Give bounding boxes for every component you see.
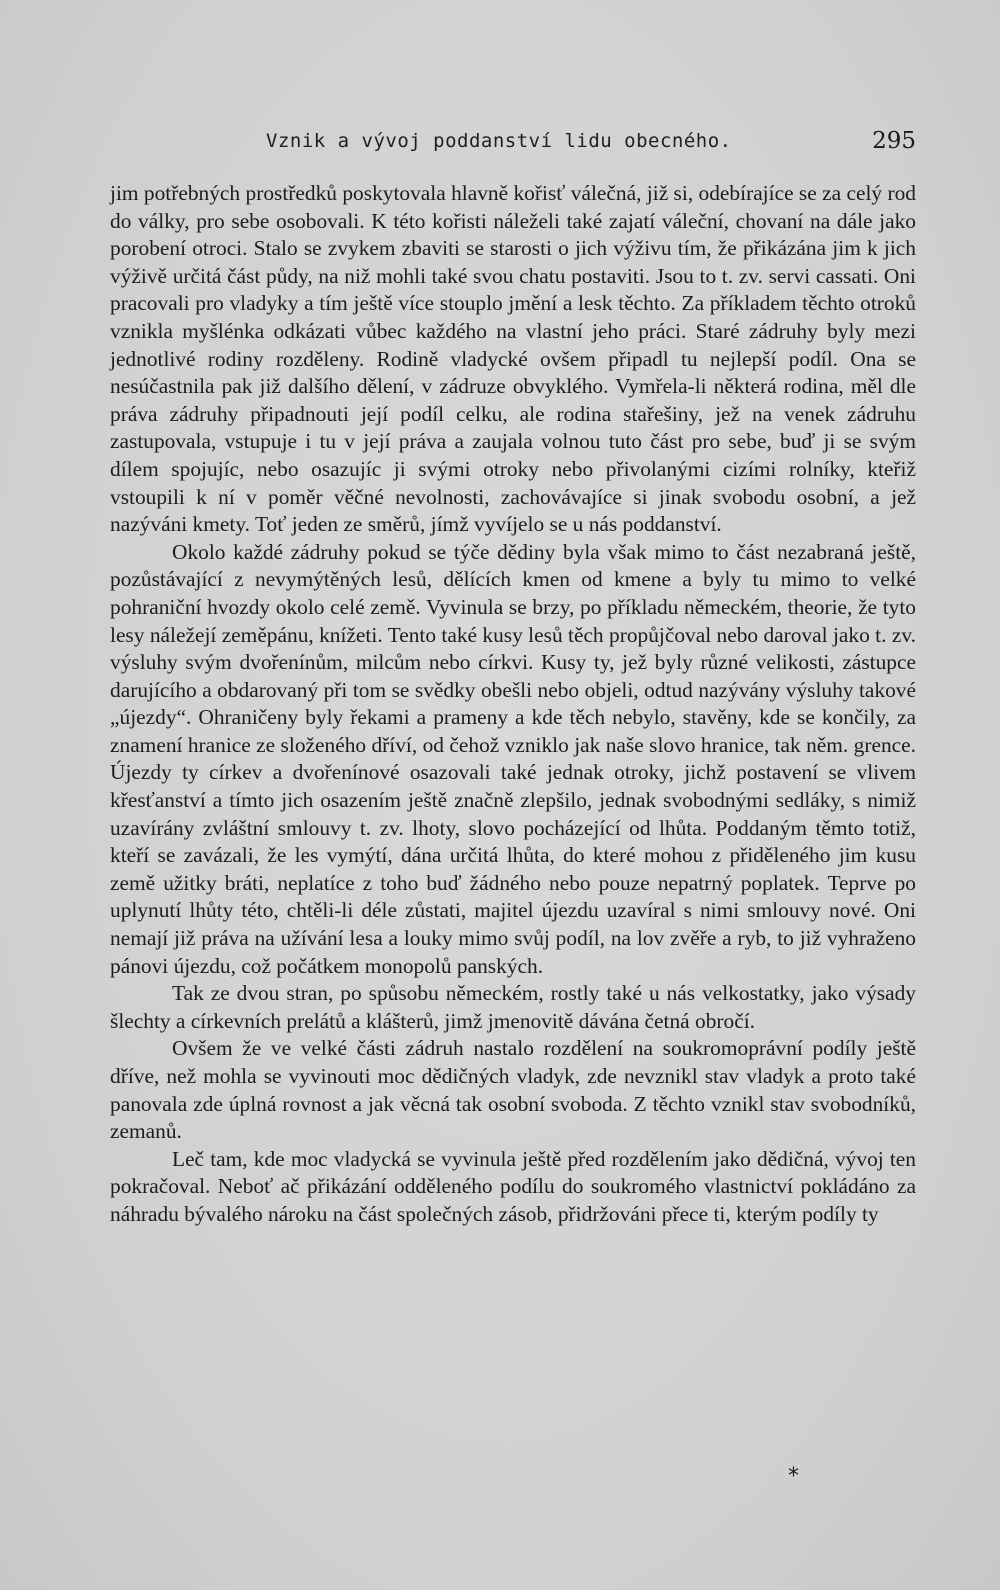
page-number: 295 <box>872 128 916 154</box>
signature-mark: * <box>788 1464 799 1489</box>
paragraph: Ovšem že ve velké části zádruh nastalo rozdělení na soukromoprávní podíly ještě dříve, než mohla se vyvinouti moc dědičných vladyk, zde nevznikl stav vladyk a proto také panovala zde úplná rovnost a jak věcná tak osobní svoboda. Z těchto vznikl stav svobodníků, zemanů. <box>110 1036 916 1144</box>
paragraph: Tak ze dvou stran, po spůsobu německém, rostly také u nás velkostatky, jako výsady šlechty a církevních prelátů a klášterů, jimž jmenovitě dávána četná obročí. <box>110 981 916 1033</box>
running-title: Vznik a vývoj poddanství lidu obecného. <box>266 130 732 152</box>
body-text <box>110 180 916 1229</box>
paragraph: Okolo každé zádruhy pokud se týče dědiny byla však mimo to část nezabraná ještě, pozůstávající z nevymýtěných lesů, dělících kmen od kmene a byly tu mimo to velké pohraniční hvozdy okolo celé země. Vyvinula se brzy, po příkladu německém, theorie, že tyto lesy náležejí zeměpánu, knížeti. Tento také kusy lesů těch propůjčoval nebo daroval jako t. zv. výsluhy svým dvořenínům, milcům nebo církvi. Kusy ty, jež byly různé velikosti, zástupce darujícího a obdarovaný při tom se svědky obešli nebo objeli, odtud nazývány výsluhy takové „újezdy“. Ohraničeny byly řekami a prameny a kde těch nebylo, stavěny, kde se končily, za znamení hranice ze složeného dříví, od čehož vzniklo jak naše slovo hranice, tak něm. grence. Újezdy ty církev a dvořenínové osazovali také jednak otroky, jichž postavení se vlivem křesťanství a tímto jich osazením ještě značně zlepšilo, jednak svobodnými sedláky, s nimiž uzavírány zvláštní smlouvy t. zv. lhoty, slovo pocházející od lhůta. Poddaným těmto totiž, kteří se zavázali, že les vymýtí, dána určitá lhůta, do které mohou z přiděleného jim kusu země užitky bráti, neplatíce z toho buď žádného nebo pouze nepatrný poplatek. Teprve po uplynutí lhůty této, chtěli-li déle zůstati, majitel újezdu uzavíral s nimi smlouvy nové. Oni nemají již práva na užívání lesa a louky mimo svůj podíl, na lov zvěře a ryb, to již vyhraženo pánovi újezdu, což počátkem monopolů panských. <box>110 539 916 978</box>
page-header <box>110 126 916 158</box>
paragraph: Leč tam, kde moc vladycká se vyvinula ještě před rozdělením jako dědičná, vývoj ten pokračoval. Neboť ač přikázání odděleného podílu do soukromého vlastnictví pokládáno za náhradu bývalého nároku na část společných zásob, přidržováni přece ti, kterým podíly ty <box>110 1146 916 1226</box>
paragraph: jim potřebných prostředků poskytovala hlavně kořisť válečná, již si, odebírajíce se za celý rod do války, pro sebe osobovali. K této kořisti náleželi také zajatí váleční, chovaní na dále jako porobení otroci. Stalo se zvykem zbaviti se starosti o jich výživu tím, že přikázána jim k jich výživě určitá část půdy, na niž mohli také svou chatu postaviti. Jsou to t. zv. servi cassati. Oni pracovali pro vladyky a tím ještě více stouplo jmění a lesk těchto. Za příkladem těchto otroků vznikla myšlénka odkázati vůbec každého na vlastní jeho práci. Staré zádruhy byly mezi jednotlivé rodiny rozděleny. Rodině vladycké ovšem připadl tu nejlepší podíl. Ona se nesúčastnila pak již dalšího dělení, v zádruze obvyklého. Vymřela-li některá rodina, měl dle práva zádruhy připadnouti její podíl celku, ale rodina stařešiny, jež na venek zádruhu zastupovala, vstupuje i tu v její práva a zaujala volnou tuto část pro sebe, buď ji se svým dílem spojujíc, nebo osazujíc ji svými otroky nebo přivolanými cizími rolníky, kteřiž vstoupili k ní v poměr věčné nevolnosti, zachovávajíce si jinak svobodu osobní, a jež nazýváni kmety. Toť jeden ze směrů, jímž vyvíjelo se u nás poddanství. <box>110 181 916 537</box>
